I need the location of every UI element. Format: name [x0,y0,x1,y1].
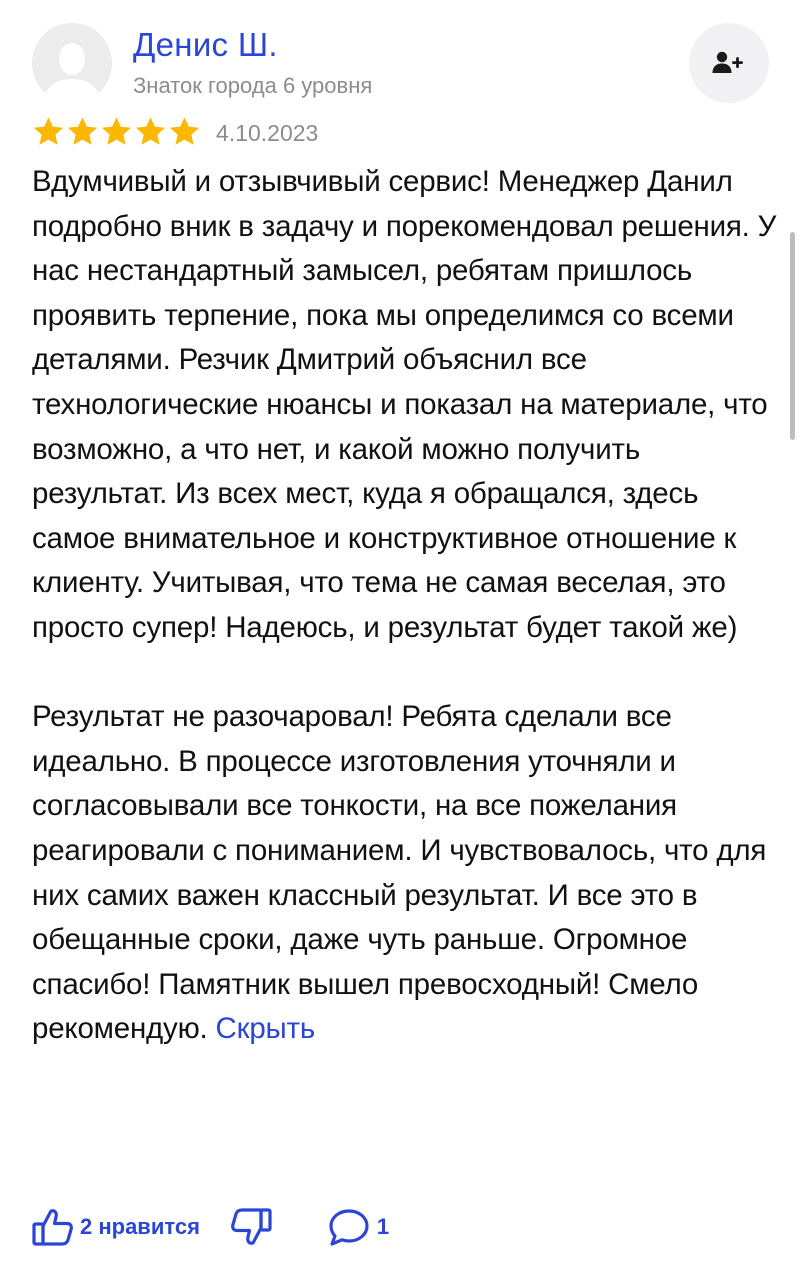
default-user-avatar-icon [32,23,112,103]
review-actions [32,1204,389,1250]
rating-stars [32,116,201,150]
scrollbar-thumb[interactable] [790,232,795,440]
dislike-button[interactable] [230,1206,272,1248]
star-icon [168,116,201,150]
thumb-up-icon [32,1206,74,1248]
star-icon [134,116,167,150]
review-date: 4.10.2023 [216,120,319,146]
comments-button[interactable] [327,1206,389,1248]
like-count-label: 2 нравится [80,1214,200,1239]
star-icon [100,116,133,150]
author-avatar[interactable] [32,23,112,103]
author-level: Знаток города 6 уровня [133,73,373,98]
author-name-link[interactable]: Денис Ш. [133,26,278,63]
like-button[interactable] [32,1206,200,1248]
thumb-down-icon [230,1206,272,1248]
star-icon [32,116,65,150]
star-icon [66,116,99,150]
comment-bubble-icon [327,1206,371,1248]
review-text [32,160,777,1052]
comments-count: 1 [376,1214,390,1239]
subscribe-author-button[interactable] [689,23,769,103]
review-body: Вдумчивый и отзывчивый сервис! Менеджер Данил подробно вник в задачу и порекомендовал решения. У нас нестандартный замысел, ребятам пришлось проявить терпение, пока мы определимся со всеми деталями. Резчик Дмитрий объяснил все технологические нюансы и показал на материале, что возможно, а что нет, и какой можно получить результат. Из всех мест, куда я обращался, здесь самое внимательное и конструктивное отношение к клиенту. Учитывая, что тема не самая веселая, это просто супер! Надеюсь, и результат будет такой же) Результат не разочаровал! Ребята сделали все идеально. В процессе изготовления уточняли и согласовывали все тонкости, на все пожелания реагировали с пониманием. И чувствовалось, что для них самих важен классный результат. И все это в обещанные сроки, даже чуть раньше. Огромное спасибо! Памятник вышел превосходный! Смело рекомендую. [32,165,777,1046]
collapse-review-link[interactable]: Скрыть [215,1012,316,1046]
add-user-icon [712,50,746,76]
